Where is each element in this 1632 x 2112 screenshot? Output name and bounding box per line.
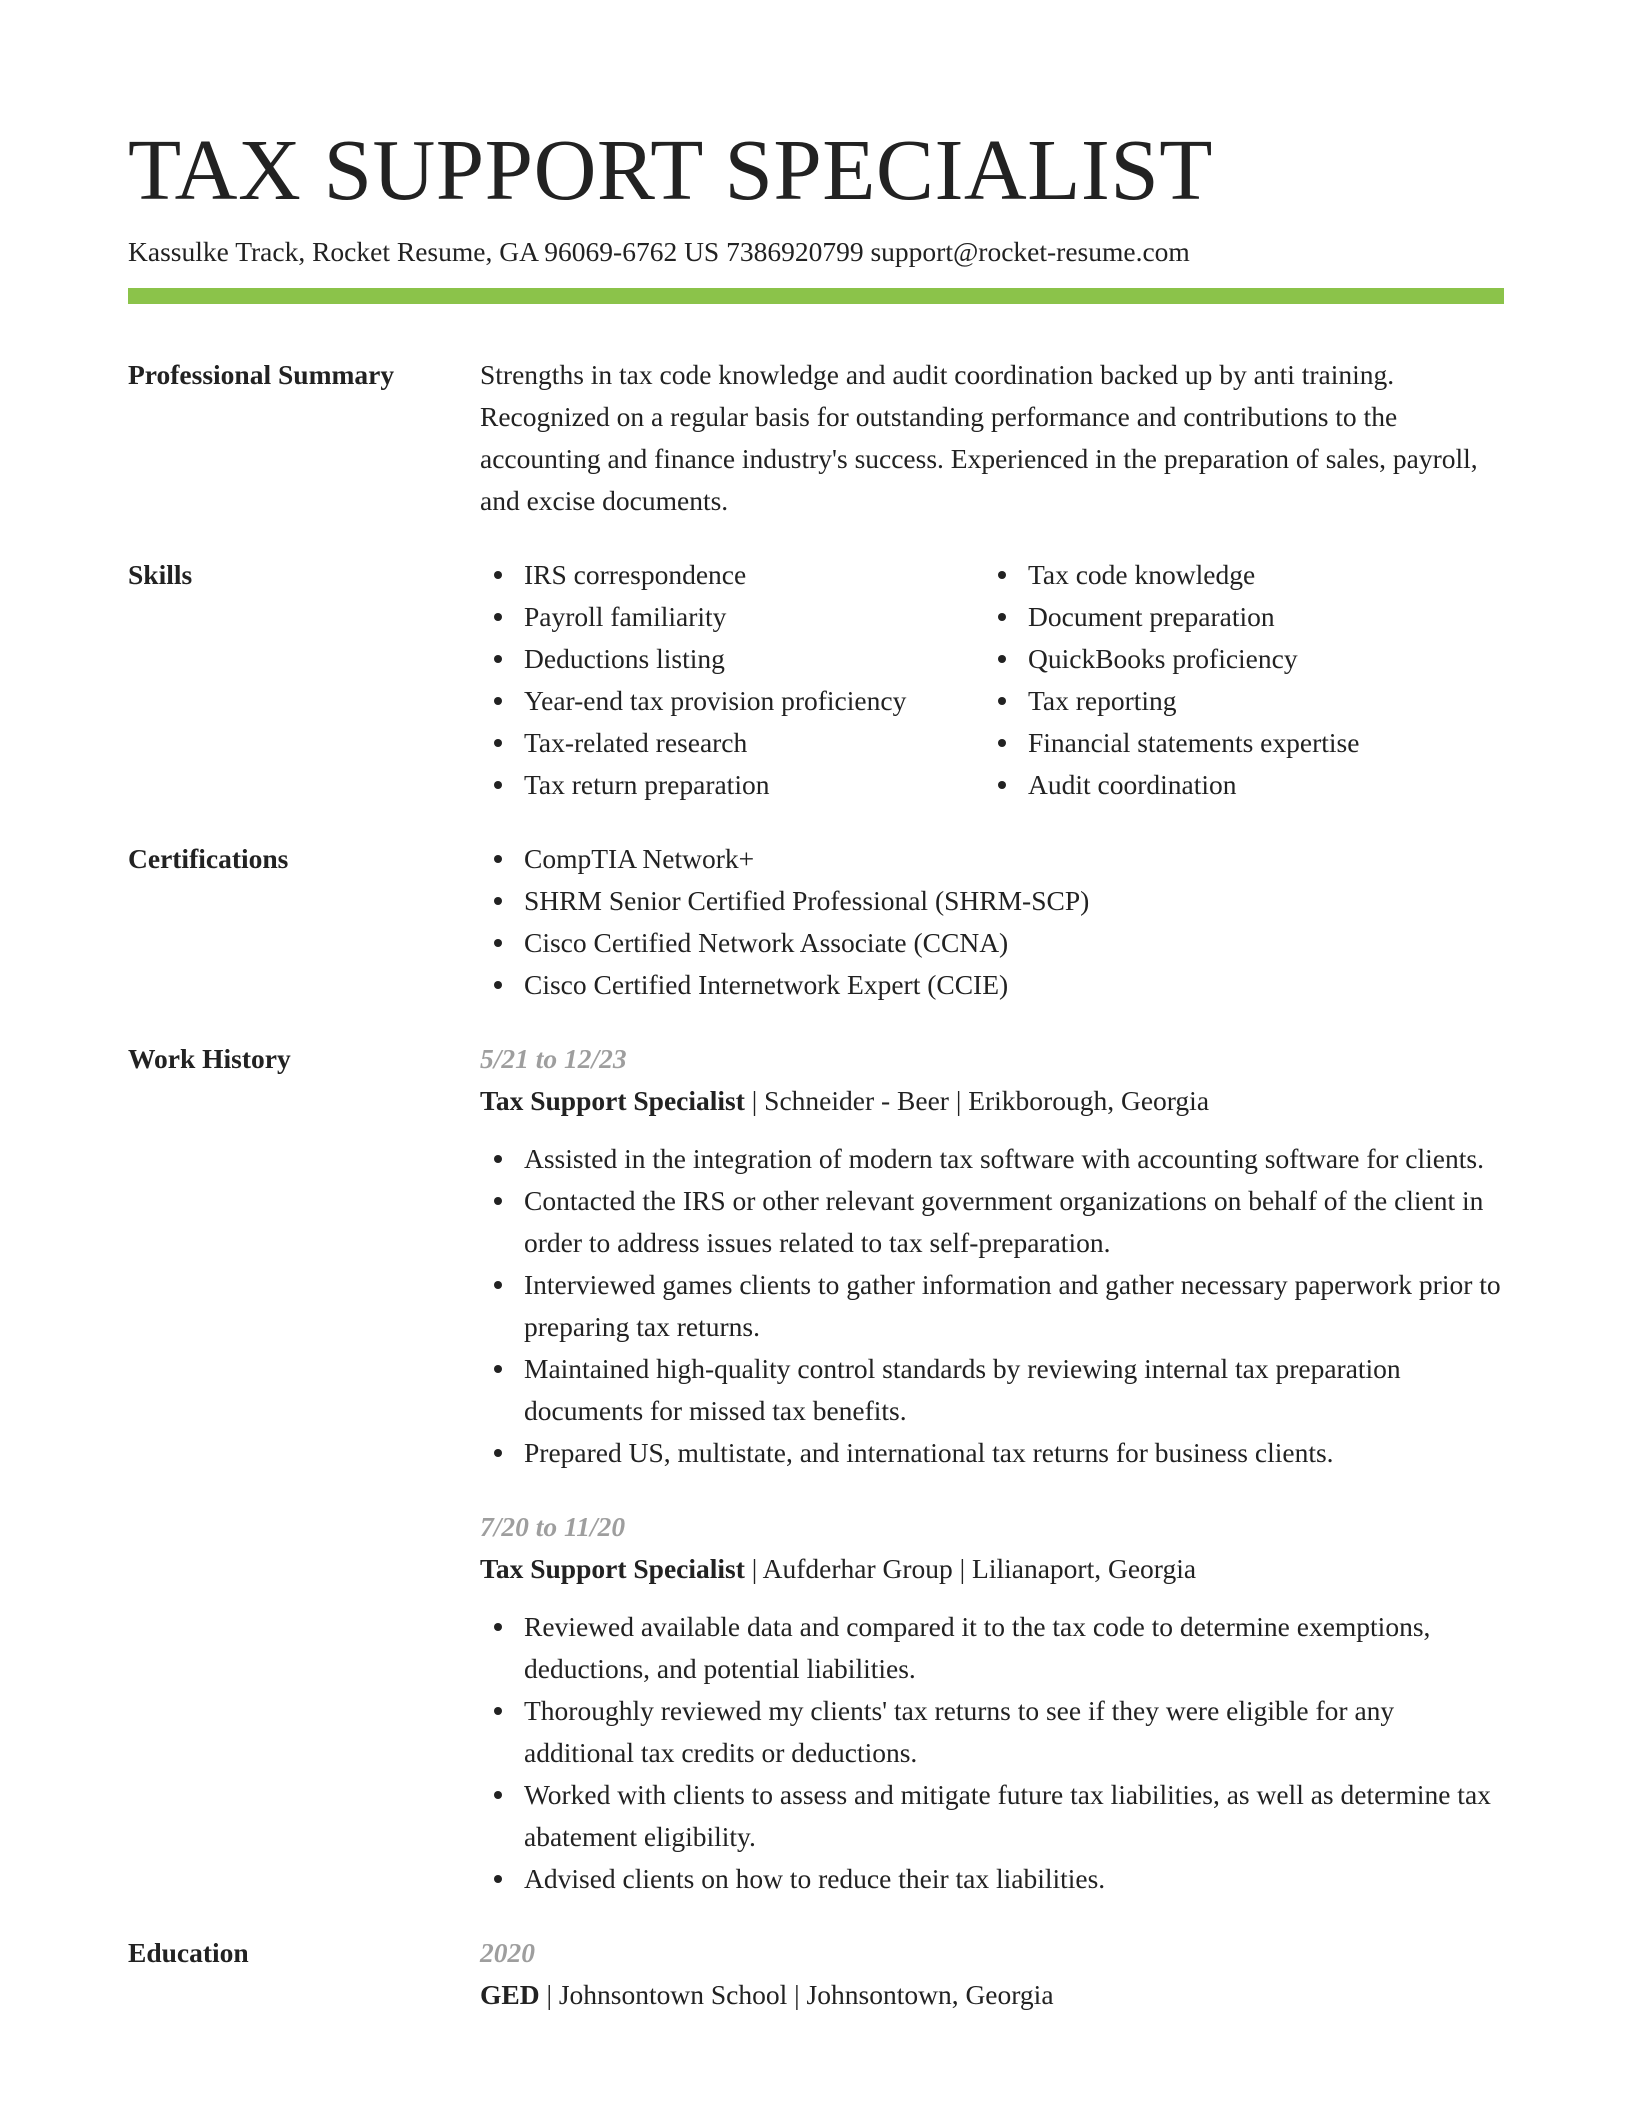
section-label: Skills [128,559,193,590]
certifications-body [480,838,1504,1006]
job-bullet: Worked with clients to assess and mitigate future tax liabilities, as well as determine tax abatement eligibility. [480,1774,1504,1858]
job-bullets [480,1138,1504,1474]
resume-page [128,120,1504,2016]
contact-phone: 7386920799 [726,236,864,267]
job-bullet: Assisted in the integration of modern tax software with accounting software for clients. [480,1138,1504,1180]
job-dates: 7/20 to 11/20 [480,1511,626,1542]
skill-item: Year-end tax provision proficiency [480,680,984,722]
skill-item: IRS correspondence [480,554,984,596]
job-heading [480,1548,1504,1590]
job-location: Erikborough, Georgia [968,1085,1210,1116]
contact-email: support@rocket-resume.com [870,236,1190,267]
section-certifications [128,838,1504,1006]
job-bullets [480,1606,1504,1900]
section-skills [128,554,1504,806]
skill-item: Tax code knowledge [984,554,1488,596]
skill-item: Payroll familiarity [480,596,984,638]
section-label: Work History [128,1043,291,1074]
contact-address: Kassulke Track, Rocket Resume, GA 96069-6762 US [128,236,720,267]
skill-item: Tax-related research [480,722,984,764]
skill-item: Deductions listing [480,638,984,680]
contact-line [128,232,1504,272]
certification-item: SHRM Senior Certified Professional (SHRM-SCP) [480,880,1504,922]
job-title: Tax Support Specialist [480,1553,745,1584]
certification-item: CompTIA Network+ [480,838,1504,880]
job-company: Schneider - Beer [764,1085,949,1116]
section-label: Education [128,1937,249,1968]
separator: | [794,1979,800,2010]
job-bullet: Contacted the IRS or other relevant government organizations on behalf of the client in order to address issues related to tax self-preparation. [480,1180,1504,1264]
job-title: Tax Support Specialist [480,1085,745,1116]
section-label: Professional Summary [128,359,395,390]
skills-list-right [984,554,1488,806]
section-education [128,1932,1504,2016]
certifications-list [480,838,1504,1006]
skill-item: Tax reporting [984,680,1488,722]
skill-item: Document preparation [984,596,1488,638]
job-bullet: Interviewed games clients to gather information and gather necessary paperwork prior to preparing tax returns. [480,1264,1504,1348]
job-heading [480,1080,1504,1122]
separator: | [955,1085,962,1116]
skill-item: Financial statements expertise [984,722,1488,764]
work-history-body [480,1038,1504,1900]
education-body [480,1932,1504,2016]
job-bullet: Prepared US, multistate, and international tax returns for business clients. [480,1432,1504,1474]
education-year: 2020 [480,1937,535,1968]
resume-name: TAX SUPPORT SPECIALIST [128,121,1213,218]
summary-text: Strengths in tax code knowledge and audit coordination backed up by anti training. Recognized on a regular basis for outstanding performance and contributions to the accounting and finance industry's success. Experienced in the preparation of sales, payroll, and excise documents. [480,359,1478,516]
job-bullet: Maintained high-quality control standards by reviewing internal tax preparation documents for missed tax benefits. [480,1348,1504,1432]
skill-item: QuickBooks proficiency [984,638,1488,680]
job-location: Lilianaport, Georgia [972,1553,1197,1584]
skills-columns [480,554,1504,806]
separator: | [751,1553,758,1584]
education-heading [480,1974,1504,2016]
job-bullet: Advised clients on how to reduce their tax liabilities. [480,1858,1504,1900]
job-bullet: Thoroughly reviewed my clients' tax returns to see if they were eligible for any additional tax credits or deductions. [480,1690,1504,1774]
section-label: Certifications [128,843,289,874]
skill-item: Audit coordination [984,764,1488,806]
job-company: Aufderhar Group [762,1553,953,1584]
job-dates: 5/21 to 12/23 [480,1043,627,1074]
skills-list-left [480,554,984,806]
accent-divider [128,288,1504,304]
education-school: Johnsontown School [558,1979,788,2010]
section-work-history [128,1038,1504,1900]
separator: | [751,1085,758,1116]
separator: | [546,1979,552,2010]
separator: | [959,1553,966,1584]
job-bullet: Reviewed available data and compared it to the tax code to determine exemptions, deductions, and potential liabilities. [480,1606,1504,1690]
certification-item: Cisco Certified Internetwork Expert (CCIE) [480,964,1504,1006]
job-entry [480,1506,1504,1900]
job-entry [480,1038,1504,1474]
certification-item: Cisco Certified Network Associate (CCNA) [480,922,1504,964]
education-location: Johnsontown, Georgia [806,1979,1054,2010]
skill-item: Tax return preparation [480,764,984,806]
section-summary [128,354,1504,522]
education-degree: GED [480,1979,540,2010]
